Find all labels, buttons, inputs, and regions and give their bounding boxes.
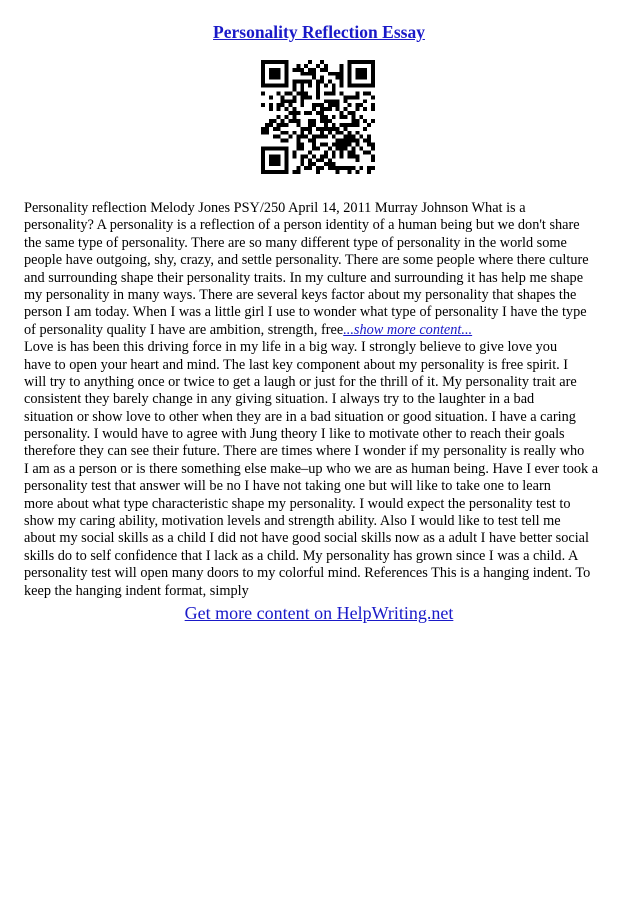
get-more-content-link[interactable]: Get more content on HelpWriting.net [184, 603, 454, 623]
essay-line: and surrounding shape their personality traits. In my culture and surrounding it has help me shape [24, 269, 584, 286]
essay-line: I am as a person or is there something else make–up who we are as human being. Have I ever took a [24, 460, 599, 477]
essay-line: personality? A personality is a reflection of a person identity of a human being but we don't share [24, 217, 580, 234]
show-more-link[interactable]: ...show more content... [343, 321, 473, 338]
essay-line: have to open your heart and mind. The last key component about my personality is free spirit. I [24, 356, 569, 373]
essay-line: personality test will open many doors to my colorful mind. References This is a hanging indent. To [24, 565, 591, 582]
essay-excerpt [24, 200, 620, 600]
essay-line: more about what type characteristic shape my personality. I would expect the personality test to [24, 495, 571, 512]
qr-code-graphic [261, 60, 375, 174]
page-title[interactable]: Personality Reflection Essay [213, 22, 425, 42]
essay-line: person I am today. When I was a little girl I use to wonder what type of personality I have the type [24, 304, 587, 321]
essay-line: personality test that answer will be no I have not taking one but will like to take one to learn [24, 478, 551, 495]
essay-line: keep the hanging indent format, simply [24, 582, 249, 599]
essay-line: Love is has been this driving force in my life in a big way. I strongly believe to give love you [24, 339, 558, 356]
essay-line [24, 322, 620, 339]
essay-line: skills do to self confidence that I lack as a child. My personality has grown since I was a child. A [24, 547, 579, 564]
essay-line: personality. I would have to agree with Jung theory I like to motivate other to reach their goals [24, 426, 565, 443]
essay-line: will try to anything once or twice to get a laugh or just for the thrill of it. My personality trait are [24, 373, 577, 390]
essay-line: therefore they can see their future. There are times where I wonder if my personality is really who [24, 443, 585, 460]
qr-code-icon [261, 60, 375, 174]
essay-line: show my caring ability, motivation levels and strength ability. Also I would like to test tell me [24, 513, 561, 530]
essay-line-text: of personality quality I have are ambition, strength, free [24, 321, 344, 338]
essay-line: my personality in many ways. There are several keys factor about my personality that shapes the [24, 286, 577, 303]
essay-line: situation or show love to other when they are in a bad situation or good situation. I have a caring [24, 408, 576, 425]
essay-line: the same type of personality. There are so many different type of personality in the world some [24, 234, 567, 251]
essay-line: people have outgoing, shy, crazy, and settle personality. There are some people where there culture [24, 252, 589, 269]
essay-line: Personality reflection Melody Jones PSY/250 April 14, 2011 Murray Johnson What is a [24, 200, 526, 216]
essay-line: about my social skills as a child I did not have good social skills now as a adult I have better social [24, 530, 589, 547]
essay-line: consistent they barely change in any giving situation. I always try to the laughter in a bad [24, 391, 535, 408]
